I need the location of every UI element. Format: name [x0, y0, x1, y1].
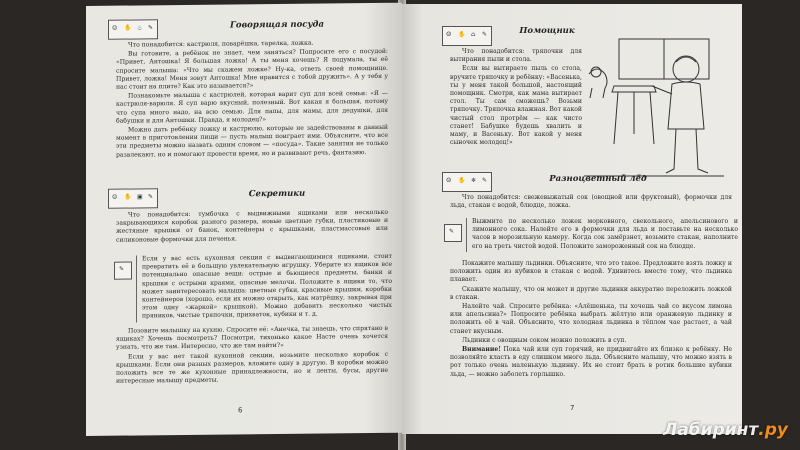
activity-icon-ice: ☺ ✋ ❄ ✎ [442, 172, 492, 192]
paragraph: Скажите малышу, что он может и другие льдинки аккуратно переложить ложкой в стакан. [450, 285, 732, 301]
watermark-logo [663, 420, 788, 440]
warning-text: Пока чай или суп горячий, не придвигайте их близко к ребёнку. Не позволяйте класть в еду слишком много льда. Объясните малышу, что можно взять в рот только очень маленькую льдинку. Их не стоит брать в ротик большие кубики льда, — можно заболеть горлышко. [450, 346, 733, 378]
paragraph: Покажите малышу льдинки. Объясните, что это такое. Предложите взять ложку и положить один из кубиков в стакан с водой. Удивитесь вместе тому, что льдинка плавает. [450, 260, 732, 284]
note-icon: ✎ [114, 262, 132, 280]
note-block [466, 218, 738, 252]
note-text: Выжмите по несколько ложек морковного, свекольного, апельсинового и лимонного сока. Налейте его в формочки для льда и поставьте на несколько часов в морозильную камеру. Когда сок замёрзнет, возьмите стакан, наполните его на треть чистой водой. Положите замороженный сок на блюдце. [472, 218, 738, 250]
activity-icon-helper: ☺ ✋ ⌂ ✎ [442, 26, 492, 46]
paragraph: Налейте чай. Спросите ребёнка: «Алёшенька, ты хочешь чай со вкусом лимона или апельсина?» Попросите ребёнка выбрать жёлтую или оранжевую льдинку и положить её в чай. Объясните, что холодная льдинка в тёплом чае растает, а чай станет вкусным. [450, 303, 732, 335]
materials-text: Что понадобится: кастрюля, поварёшка, тарелка, ложка. [128, 39, 314, 49]
section-title: Секретики [248, 188, 306, 200]
watermark-suffix: .ру [758, 420, 788, 440]
left-page [86, 3, 402, 436]
page-number: 6 [238, 406, 243, 415]
paragraph: Льдинки с овощным соком можно положить в суп. [462, 336, 627, 344]
paragraph: Если у вас нет такой кухонной секции, возьмите несколько коробок с крышками. Если они разных размеров, вложите одну в другую. В коробки можно положить все те же кухонные принадлежности, но и ленты, бусы, другие интересные малышу предметы. [116, 350, 388, 385]
materials-text: Что понадобится: тряпочки для вытирания пыли и стола. [450, 48, 582, 64]
section-title: Разноцветный лёд [549, 174, 647, 184]
note-text: Если у вас есть кухонная секция с выдвигающимися ящиками, стоит превратить её в большую увлекательную игрушку. Уберите из ящиков все потенциально опасные вещи: острые и бьющиеся предметы, банки и крышки с острыми краями, опасные мелочи. Положите в ящики то, что может заинтересовать малыша: цветные губки, красивые крышки, коробки контейнеров (хорошо, если их можно открыть, как матрёшку, закрывая при этом одну «жаркой» крышкой). Можно добавить несколько чистых пряников, чистые тряпочки, прихваток, кубики и т. д. [142, 252, 392, 320]
watermark-brand: Лабиринт [663, 420, 759, 440]
note-block [136, 253, 392, 322]
paragraph: Вы готовите, а ребёнок не знает, чем заняться? Попросите его с посудой: «Привет, Антошка! Я большая ложка! А ты меня хочешь? Я подумала, ты её спросите малыша: «Что мы скажем ложке? Ну-ка, ответь своей помощнице. Привет, ложка! Меня зовут Антошка! Мне нравится с тобой дружить». А у тебя у нас стоит на плите? Как это называется?» [116, 48, 388, 91]
note-icon: ✎ [444, 224, 462, 242]
activity-icon-cooking: ☺ ✋ ♨ ✎ [108, 19, 158, 40]
activity-icon-secrets: ☺ ✋ ▣ ✎ [108, 188, 158, 209]
paragraph: Позовите малышку на кухню. Спросите её: «Анечка, ты знаешь, что спрятано в ящиках? Хочешь посмотреть? Посмотри, тихонько какое Насте очень хочется узнать, что же там. Интересно, что же там найти?» [116, 324, 388, 352]
warning-label: Внимание! [462, 346, 501, 354]
section-title: Говорящая посуда [230, 19, 324, 31]
materials-text: Что понадобится: свежевыжатый сок (овощной или фруктовый), формочки для льда, стакан с водой, блюдце, ложка. [450, 194, 732, 210]
paragraph: Познакомьте малыша с кастрюлей, которая варит суп для всей семьи: «Я — кастрюля-варюля. Я суп варю вкусный, полезный. Вот какая я большая, потому что супа много надо, на всю семью. Для папы, для мамы, для дедушки, для бабушки и для Антошки. Правда, я молодец?» [116, 90, 388, 125]
paragraph: Можно дать ребёнку ложку и кастрюлю, которые не задействованы в данный момент в приготовлении пищи — пусть малыш поиграет ими. Объясните, что все эти предметы можно назвать одним словом — «посуда». Такие занятия не только развлекают, но и помогают провести время, но и развивают речь, фантазию. [116, 123, 388, 159]
page-number: 7 [570, 404, 575, 412]
section-title: Помощник [519, 26, 575, 36]
right-page [402, 4, 742, 434]
boy-cleaning-illustration [584, 34, 724, 184]
materials-text: Что понадобится: тумбочка с выдвижными ящиками или несколько закрывающихся коробок разного размера, новые цветные губки, пластиковые и жестяные крышки от банок, контейнеры с крышками, пластмассовые или силиконовые формочки для печенья. [116, 208, 388, 244]
paragraph: Если вы вытираете пыль со стола, вручите тряпочку и ребёнку: «Васенька, ты у меня такой большой, настоящий помощник. Смотри, как мама вытирает стол. Ты сам сможешь? Возьми тряпочку. Тряпочка влажная. Вот какой чистый стол протрём — как чисто станет! Бабушке будешь хвалить и маму, и Васеньку. Вот какой у меня сыночек молодец!» [450, 65, 582, 147]
